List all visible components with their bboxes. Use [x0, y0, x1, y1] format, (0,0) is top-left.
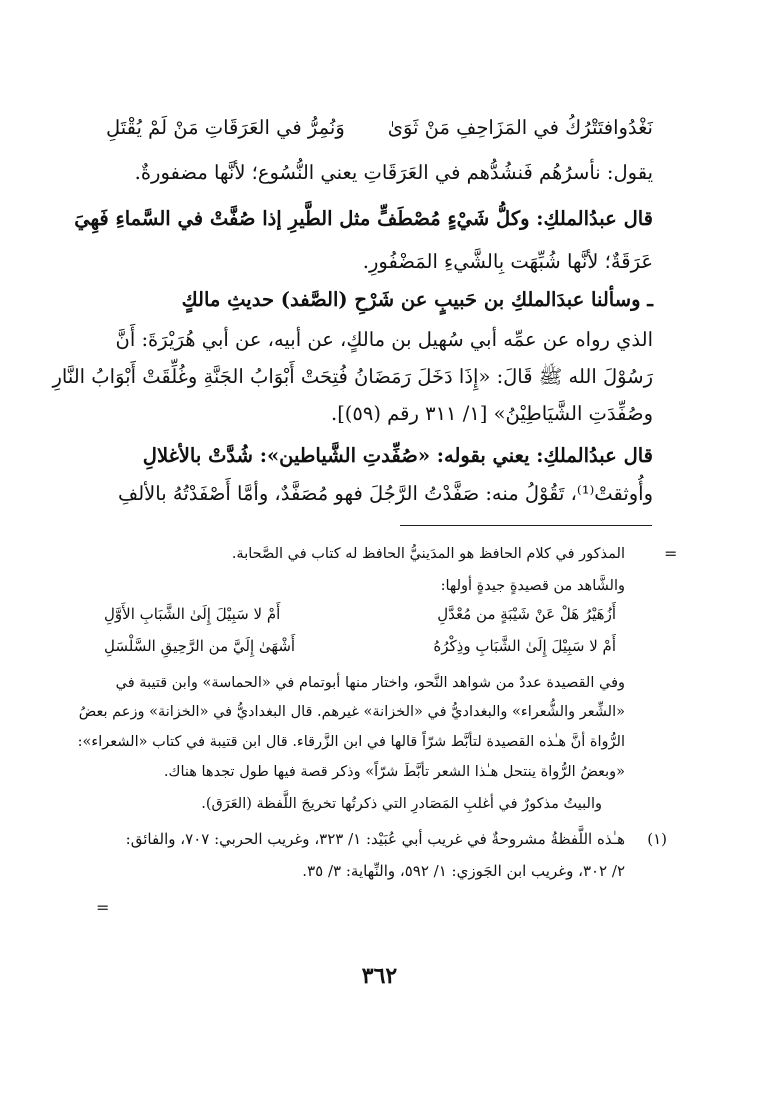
- continuation-mark-bottom: =: [96, 898, 110, 917]
- footnote-marker: (١): [647, 830, 667, 848]
- main-line-5: الذي رواه عن عمِّه أبي سُهيل بن مالكٍ، عن أبيه، عن أبي هُرَيْرَةَ: أَنَّ: [115, 328, 653, 351]
- page-number: ٣٦٢: [361, 963, 398, 989]
- footnote-line-2: ٢/ ٣٠٢، وغريب ابن الجَوزي: ١/ ٥٩٢، والنِّهاية: ٣/ ٣٥.: [302, 862, 625, 880]
- main-line-7: وصُفِّدَتِ الشَّيَاطِيْنُ» [١/ ٣١١ رقم (٥٩)].: [331, 402, 653, 425]
- note-line-5: الرُّواة أنَّ هـٰذه القصيدة لتأبَّط شرّاً قالها في ابن الزَّرقاء. قال ابن قتيبة في كتاب «الشعراء»:: [77, 734, 625, 750]
- note-line-7: والبيتُ مذكورٌ في أغلبِ المَصَادرِ التي ذكرتُها تخريجَ اللَّفظة (العَرَق).: [201, 796, 602, 812]
- main-line-1: يقول: نأسرُهُم فَنشُدُّهم في العَرَقَاتِ يعني النُّسُوع؛ لأنَّها مضفورةٌ.: [134, 161, 653, 184]
- main-line-6: رَسُوْلَ الله ﷺ قَالَ: «إِذَا دَخَلَ رَمَضَانُ فُتِحَتْ أَبْوَابُ الجَنَّةِ وغُلِّقَتْ أَبْوَابُ النَّارِ: [52, 365, 653, 388]
- note-verse-2-left: أَشْهَىٰ إِلَيَّ من الرَّحِيقِ السَّلْسَلِ: [104, 637, 296, 655]
- note-line-4: «الشِّعر والشُّعراء» والبغداديُّ في «الخزانة» غيرهم. قال البغداديُّ في «الخزانة» وزعم بعضُ: [78, 704, 625, 720]
- section-heading: ـ وسألنا عبدَالملكِ بن حَبيبٍ عن شَرْحِ (الصَّفد) حديثِ مالكٍ: [181, 288, 653, 311]
- poem-left-hemistich: وَنُمِرُّ في العَرَقَاتِ مَنْ لَمْ يُقْتَلِ: [106, 116, 345, 139]
- note-line-1: المذكور في كلام الحافظ هو المدَينيُّ الحافظ له كتاب في الصَّحابة.: [231, 546, 625, 562]
- note-verse-1-right: أَزُهَيْرُ هَلْ عَنْ شَيْبَةٍ من مُعْدَّلِ: [437, 605, 616, 623]
- footnote-line-1: هـٰذه اللَّفظةُ مشروحةٌ في غريب أبي عُبَيْد: ١/ ٣٢٣، وغريب الحربي: ٧٠٧، والفائق:: [125, 830, 625, 848]
- note-line-3: وفي القصيدة عددٌ من شواهد النَّحو، واختار منها أبوتمام في «الحماسة» وابن قتيبة في: [115, 675, 625, 691]
- note-verse-2-right: أَمْ لا سَبِيْلَ إِلَىٰ الشَّبَابِ وذِكْرُهُ: [433, 637, 616, 655]
- main-line-9: وأُوثقتْ⁽¹⁾، تَقُوْلُ منه: صَفَّدْتُ الرَّجُلَ فهو مُصَفَّدٌ، وأمَّا أَصْفَدْتُهُ بالألفِ: [118, 482, 653, 505]
- note-line-2: والشَّاهد من قصيدةٍ جيدةٍ أولها:: [440, 578, 625, 594]
- main-line-8: قال عبدُالملكِ: يعني بقوله: «صُفِّدتِ الشَّياطين»: شُدَّتْ بالأغلالِ: [142, 444, 653, 467]
- poem-right-hemistich: نَغْدُوافتَتْرُكُ في المَزَاحِفِ مَنْ ثَوَىٰ: [387, 116, 653, 139]
- main-line-3: عَرَقَةٌ؛ لأنَّها شُبِّهَت بِالشَّيءِ المَضْفُورِ.: [362, 250, 653, 273]
- main-line-2: قال عبدُالملكِ: وكلُّ شَيْءٍ مُصْطَفٍّ مثل الطَّيرِ إذا صُفَّتْ في السَّماءِ فَهِيَ: [74, 207, 653, 230]
- note-line-6: «وبعضُ الرُّواة ينتحل هـٰذا الشعر تأبَّطَ شرّاً» وذكر قصة فيها طول تجدها هناك.: [163, 764, 625, 780]
- footnote-separator: [400, 525, 652, 526]
- note-verse-1-left: أَمْ لا سَبِيْلَ إِلَىٰ الشَّبَابِ الأَوَّلِ: [104, 605, 281, 623]
- continuation-mark-top: =: [664, 544, 678, 563]
